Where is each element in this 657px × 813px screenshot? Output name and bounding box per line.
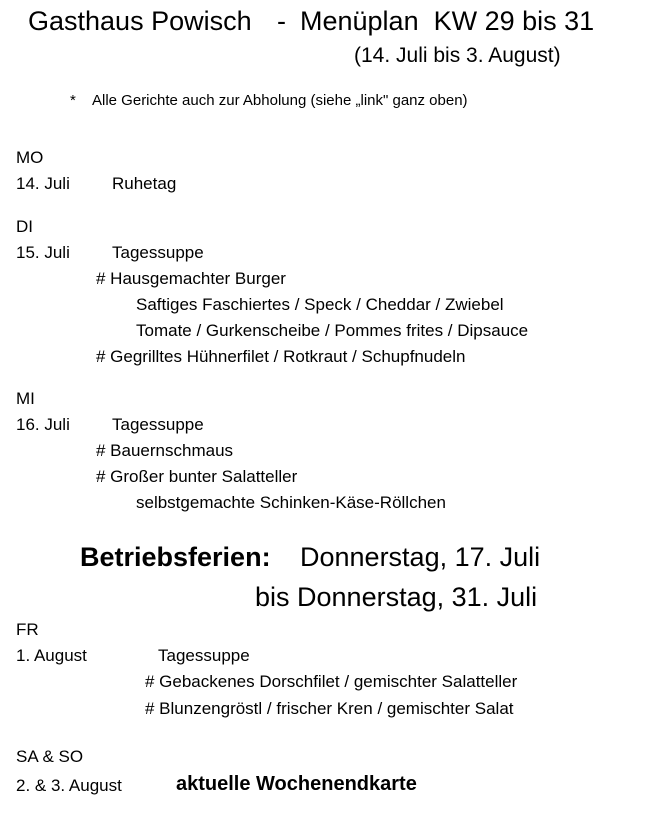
holiday-label: Betriebsferien: [80, 542, 271, 572]
di-dish-1-detail-2: Tomate / Gurkenscheibe / Pommes frites / Dipsauce [136, 321, 529, 340]
date-mo: 14. Juli [16, 174, 70, 193]
note-star: * [70, 92, 76, 109]
day-label-di: DI [16, 217, 33, 236]
menu-plan-title: Menüplan KW 29 bis 31 [300, 6, 595, 36]
mi-dish-1: # Bauernschmaus [96, 441, 234, 460]
restaurant-name: Gasthaus Powisch [28, 6, 252, 36]
mo-closed: Ruhetag [112, 174, 177, 193]
di-dish-1-detail-1: Saftiges Faschiertes / Speck / Cheddar / Zwiebel [136, 295, 504, 314]
mi-dish-2: # Großer bunter Salatteller [96, 467, 298, 486]
fr-soup: Tagessuppe [158, 646, 250, 665]
mi-soup: Tagessuppe [112, 415, 204, 434]
day-label-fr: FR [16, 620, 39, 639]
di-soup: Tagessuppe [112, 243, 204, 262]
di-dish-1: # Hausgemachter Burger [96, 269, 286, 288]
day-label-weekend: SA & SO [16, 747, 84, 766]
fr-dish-2: # Blunzengröstl / frischer Kren / gemischter Salat [145, 699, 514, 718]
title-separator: - [277, 6, 286, 36]
date-mi: 16. Juli [16, 415, 70, 434]
date-fr: 1. August [16, 646, 87, 665]
mi-dish-2-detail: selbstgemachte Schinken-Käse-Röllchen [136, 493, 446, 512]
date-weekend: 2. & 3. August [16, 776, 122, 795]
date-di: 15. Juli [16, 243, 70, 262]
takeaway-note: Alle Gerichte auch zur Abholung (siehe „link" ganz oben) [92, 92, 468, 109]
di-dish-2: # Gegrilltes Hühnerfilet / Rotkraut / Schupfnudeln [96, 347, 466, 366]
date-range: (14. Juli bis 3. August) [354, 44, 561, 67]
holiday-to: bis Donnerstag, 31. Juli [255, 582, 538, 612]
fr-dish-1: # Gebackenes Dorschfilet / gemischter Salatteller [145, 672, 518, 691]
day-label-mo: MO [16, 148, 44, 167]
weekend-menu: aktuelle Wochenendkarte [176, 773, 417, 795]
day-label-mi: MI [16, 389, 35, 408]
holiday-from: Donnerstag, 17. Juli [300, 542, 541, 572]
